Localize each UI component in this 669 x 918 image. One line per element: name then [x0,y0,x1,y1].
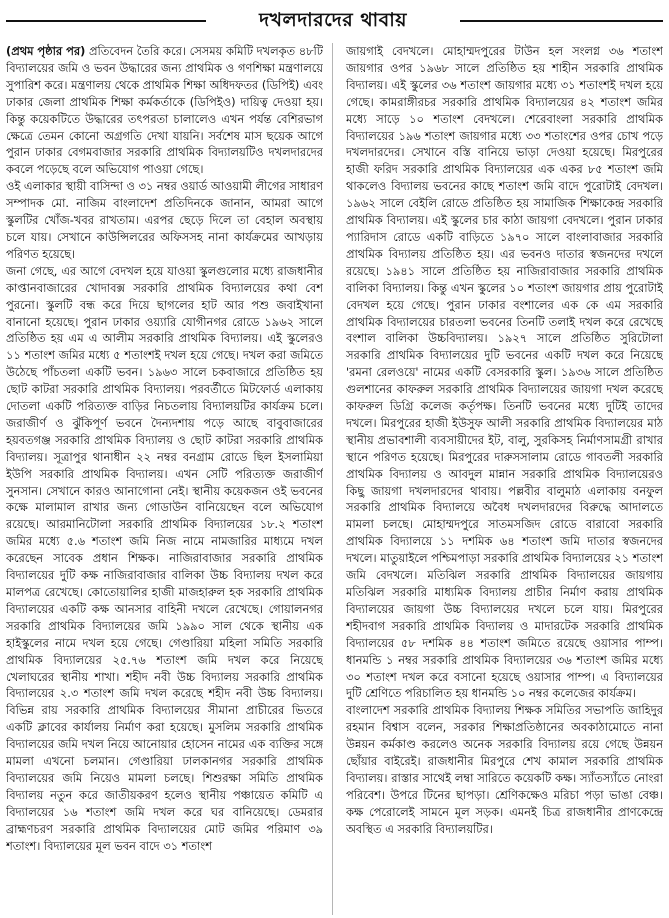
headline: দখলদারদের থাবায় [259,9,407,31]
headline-rule-right [460,20,663,22]
paragraph: ওই এলাকার স্থায়ী বাসিন্দা ও ৩১ নম্বর ওয়ার্ড আওয়ামী লীগের সাধারণ সম্পাদক মো. নাজিম বাংলাদেশ প্রতিদিনকে জানান, আমরা আগে স্কুলটির খোঁজ-খবর রাখতাম। এরপর ছেড়ে দিলে তা বেহাল অবস্থায় চলে যায়। সেখানে কাউন্সিলরের অফিসসহ নানা কার্যক্রমের আখড়ায় পরিণত হয়েছে। [6,179,323,261]
continuation-lead: (প্রথম পৃষ্ঠার পর) [6,44,86,58]
paragraph: জনা গেছে, এর আগে বেদখল হয়ে যাওয়া স্কুলগুলোর মধ্যে রাজধানীর কাপ্তানবাজারের খোদাবক্স সরকারি প্রাথমিক বিদ্যালয়ের কথা বেশ পুরনো। স্কুলটি বন্ধ করে দিয়ে ছাগলের হাট আর পশু জবাইখানা বানানো হয়েছে। পুরান ঢাকার ওয়্যারি যোগীনগর রোডে ১৯৬২ সালে প্রতিষ্ঠিত হয় এম এ আলীম সরকারি প্রাথমিক বিদ্যালয়। এই স্কুলেরও ১১ শতাংশ জমির মধ্যে ৫ শতাংশই দখল হয়ে গেছে। দখল করা জমিতে উঠেছে পাঁচতলা একটি ভবন। ১৯৬৩ সালে চকবাজারে প্রতিষ্ঠিত হয় ছোট কাটরা সরকারি প্রাথমিক বিদ্যালয়। পরবর্তীতে মিটফোর্ড এলাকায় দোতলা একটি পরিত্যক্ত বাড়ির নিচতলায় বিদ্যালয়টির কার্যক্রম চলে। জরাজীর্ণ ও ঝুঁকিপূর্ণ ভবনে দৈন্যদশায় পড়ে আছে বাবুবাজারের হয়বতগঞ্জ সরকারি প্রাথমিক বিদ্যালয় ও ছোট কাটরা সরকারি প্রাথমিক বিদ্যালয়। সূত্রাপুর থানাধীন ২২ নম্বর বনগ্রাম রোডে ছিল ইসলামিয়া ইউপি সরকারি প্রাথমিক বিদ্যালয়। এখন সেটি পরিত্যক্ত জরাজীর্ণ সুনসান। সেখানে কারও আনাগোনা নেই। স্থানীয় কয়েকজন ওই ভবনের কক্ষে মালামাল রাখার জন্য গোডাউন বানিয়েছেন বলে অভিযোগ রয়েছে। আরমানিটোলা সরকারি প্রাথমিক বিদ্যালয়ের ১৮.২ শতাংশ জমির মধ্যে ৫.৬ শতাংশ জমি নিজ নামে নামজারির মাধ্যমে দখল করেছেন সাবেক প্রধান শিক্ষক। নাজিরাবাজার সরকারি প্রাথমিক বিদ্যালয়ের দুটি কক্ষ নাজিরাবাজার বালিকা উচ্চ বিদ্যালয় দখল করে মালপত্র রেখেছে। কোতোয়ালির হাজী মাজহারুল হক সরকারি প্রাথমিক বিদ্যালয়ের একটি কক্ষ আনসার বাহিনী দখলে রেখেছে। গোয়ালনগর সরকারি প্রাথমিক বিদ্যালয়ের জমি ১৯৯০ সাল থেকে স্থানীয় এক হাইস্কুলের নামে দখল হয়ে গেছে। গেণ্ডারিয়া মহিলা সমিতি সরকারি প্রাথমিক বিদ্যালয়ের ২৫.৭৬ শতাংশ জমি দখল করে নিয়েছে খেলাঘরের স্থানীয় শাখা। শহীদ নবী উচ্চ বিদ্যালয় সরকারি প্রাথমিক বিদ্যালয়ের ২.৩ শতাংশ জমি দখল করেছে শহীদ নবী উচ্চ বিদ্যালয়। বিভিন্ন রায় সরকারি প্রাথমিক বিদ্যালয়ের সীমানা প্রাচীরের ভিতরে একটি ক্লাবের কার্যালয় নির্মাণ করা হয়েছে। মুসলিম সরকারি প্রাথমিক বিদ্যালয়ের জমি দখল নিয়ে আনোয়ার হোসেন নামের এক ব্যক্তির সঙ্গে মামলা এখনো চলমান। গেণ্ডারিয়া ঢালকানগর সরকারি প্রাথমিক বিদ্যালয়ের জমি নিয়েও মামলা চলছে। শিশুরক্ষা সমিতি প্রাথমিক বিদ্যালয় নতুন করে জাতীয়করণ হলেও স্থানীয় পঞ্চায়েত কমিটি এ বিদ্যালয়ের ১৬ শতাংশ জমি দখল করে ঘর বানিয়েছে। ডেমরার ব্রাহ্মণচরণ সরকারি প্রাথমিক বিদ্যালয়ের মোট জমির পরিমাণ ৩৯ শতাংশ। বিদ্যালয়ের মূল ভবন বাদে ৩১ শতাংশ [6,263,323,853]
headline-rule-left [6,20,206,22]
paragraph [6,43,323,178]
paragraph-text: প্রতিবেদন তৈরি করে। সেসময় কমিটি দখলকৃত ৪৮টি বিদ্যালয়ের জমি ও ভবন উদ্ধারের জন্য প্রাথমিক ও গণশিক্ষা মন্ত্রণালয়ে সুপারিশ করে। মন্ত্রণালয় থেকে প্রাথমিক শিক্ষা অধিদফতর (ডিপিই) এবং ঢাকার জেলা প্রাথমিক শিক্ষা কর্মকর্তাকে (ডিপিইও) দায়িত্ব দেওয়া হয়। কিন্তু কয়েকটিতে উদ্ধারের তৎপরতা চালালেও এখন পর্যন্ত বেশিরভাগ ক্ষেত্রে তেমন কোনো অগ্রগতি দেখা যায়নি। সর্বশেষ মাস ছয়েক আগে পুরান ঢাকার বেগমবাজার সরকারি প্রাথমিক বিদ্যালয়টিও দখলদারদের কবলে পড়েছে বলে অভিযোগ পাওয়া গেছে। [6,44,323,177]
paragraph: বাংলাদেশ সরকারি প্রাথমিক বিদ্যালয় শিক্ষক সমিতির সভাপতি জাহিদুর রহমান বিশ্বাস বলেন, সরকার শিক্ষাপ্রতিষ্ঠানের অবকাঠামোতে নানা উন্নয়ন কর্মকাণ্ড করলেও অনেক সরকারি বিদ্যালয় রয়ে গেছে উন্নয়ন ছোঁয়ার বাইরেই। রাজধানীর মিরপুরে শেখ কামাল সরকারি প্রাথমিক বিদ্যালয়। রাস্তার সাথেই লম্বা সারিতে কয়েকটি কক্ষ। স্যাঁতস্যাঁতে নোংরা পরিবেশ। উপরে টিনের ছাপড়া। শ্রেণিকক্ষেও মরিচা পড়া ভাঙা বেঞ্চ। কক্ষ পেরোলেই সামনে মূল সড়ক। এমনই চিত্র রাজধানীর প্রাণকেন্দ্রে অবস্থিত এ সরকারি বিদ্যালয়টির। [346,703,663,836]
article-column-left [6,43,323,915]
article-column-right [346,43,663,915]
column-divider [332,43,333,915]
headline-banner [0,0,669,40]
paragraph: জায়গাই বেদখলে। মোহাম্মদপুরের টাউন হল সংলগ্ন ৩৬ শতাংশ জায়গার ওপর ১৯৬৮ সালে প্রতিষ্ঠিত হয় শাহীন সরকারি প্রাথমিক বিদ্যালয়। এই স্কুলের ৩৬ শতাংশ জায়গার মধ্যে ৩১ শতাংশই দখল হয়ে গেছে। কামরাঙ্গীরচর সরকারি প্রাথমিক বিদ্যালয়ের ৪২ শতাংশ জমির মধ্যে সাড়ে ১০ শতাংশ বেদখলে। শেরেবাংলা সরকারি প্রাথমিক বিদ্যালয়ের ১৯৬ শতাংশ জায়গার মধ্যে ৩৩ শতাংশের ওপর চোখ পড়ে দখলদারদের। সেখানে বস্তি বানিয়ে ভাড়া দেওয়া হয়েছে। মিরপুরের হাজী ফরিদ সরকারি প্রাথমিক বিদ্যালয়ের এক একর ৮৫ শতাংশ জমি থাকলেও বিদ্যালয় ভবনের কাছে শতাংশ জমি বাদে পুরোটাই বেদখল। ১৯৬২ সালে বেইলি রোডে প্রতিষ্ঠিত হয় সামাজিক শিক্ষাকেন্দ্র সরকারি প্রাথমিক বিদ্যালয়। এই স্কুলের চার কাঠা জায়গা বেদখলে। পুরান ঢাকার প্যারিদাস রোডে একটি বাড়িতে ১৯৭০ সালে বাংলাবাজার সরকারি প্রাথমিক বিদ্যালয় প্রতিষ্ঠিত হয়। এর ভবনও দাতার স্বজনদের দখলে রয়েছে। ১৯৪১ সালে প্রতিষ্ঠিত হয় নাজিরাবাজার সরকারি প্রাথমিক বালিকা বিদ্যালয়। কিন্তু এখন স্কুলের ১০ শতাংশ জায়গার প্রায় পুরোটাই বেদখল হয়ে গেছে। পুরান ঢাকার বংশালের এক কে এম সরকারি প্রাথমিক বিদ্যালয়ের চারতলা ভবনের তিনটি তলাই দখল করে রেখেছে বংশাল বালিকা উচ্চবিদ্যালয়। ১৯২৭ সালে প্রতিষ্ঠিত সুরিটোলা সরকারি প্রাথমিক বিদ্যালয়ের দুটি ভবনের একটি দখল করে নিয়েছে 'রমনা রেলওয়ে' নামের একটি বেসরকারি স্কুল। ১৯৩৬ সালে প্রতিষ্ঠিত গুলশানের কাফরুল সরকারি প্রাথমিক বিদ্যালয়ের জায়গা দখল করেছে কাফরুল ডিগ্রি কলেজ কর্তৃপক্ষ। তিনটি ভবনের মধ্যে দুটিই তাদের দখলে। মিরপুরের হাজী ইউসুফ আলী সরকারি প্রাথমিক বিদ্যালয়ের মাঠ স্থানীয় প্রভাবশালী ব্যবসায়ীদের ইট, বালু, সুরকিসহ নির্মাণসামগ্রী রাখার স্থানে পরিণত হয়েছে। মিরপুরের দারুসসালাম রোডে গাবতলী সরকারি প্রাথমিক বিদ্যালয় ও আবদুল মান্নান সরকারি প্রাথমিক বিদ্যালয়েরও কিছু জায়গা দখলদারদের থাবায়। পল্লবীর বালুমাঠ এলাকায় বনফুল সরকারি প্রাথমিক বিদ্যালয়ে অবৈধ দখলদারদের বিরুদ্ধে আদালতে মামলা চলছে। মোহাম্মদপুরে সাতমসজিদ রোডে বারাবো সরকারি প্রাথমিক বিদ্যালয়ে ১১ দশমিক ৬৪ শতাংশ জমি দাতার স্বজনদের দখলে। মাতুয়াইলে পশ্চিমপাড়া সরকারি প্রাথমিক বিদ্যালয়ের ২১ শতাংশ জমি বেদখলে। মতিঝিল সরকারি প্রাথমিক বিদ্যালয়ের জায়গায় মতিঝিল সরকারি মাধ্যমিক বিদ্যালয় প্রাচীর নির্মাণ করায় প্রাথমিক বিদ্যালয়ের জায়গা উচ্চ বিদ্যালয়ের দখলে চলে যায়। মিরপুরের শহীদবাগ সরকারি প্রাথমিক বিদ্যালয় ও মাদারটেক সরকারি প্রাথমিক বিদ্যালয়ের ৫৮ দশমিক ৪৪ শতাংশ জমিতে রয়েছে ওয়াসার পাম্প। ধানমন্ডি ১ নম্বর সরকারি প্রাথমিক বিদ্যালয়ের ৩৬ শতাংশ জমির মধ্যে ৩০ শতাংশ দখল করে বসানো হয়েছে ওয়াসার পাম্প। এ বিদ্যালয়ের দুটি শ্রেণিতে পরিচালিত হয় ধানমন্ডি ১০ নম্বর কলেজের কার্যক্রম। [346,44,663,701]
